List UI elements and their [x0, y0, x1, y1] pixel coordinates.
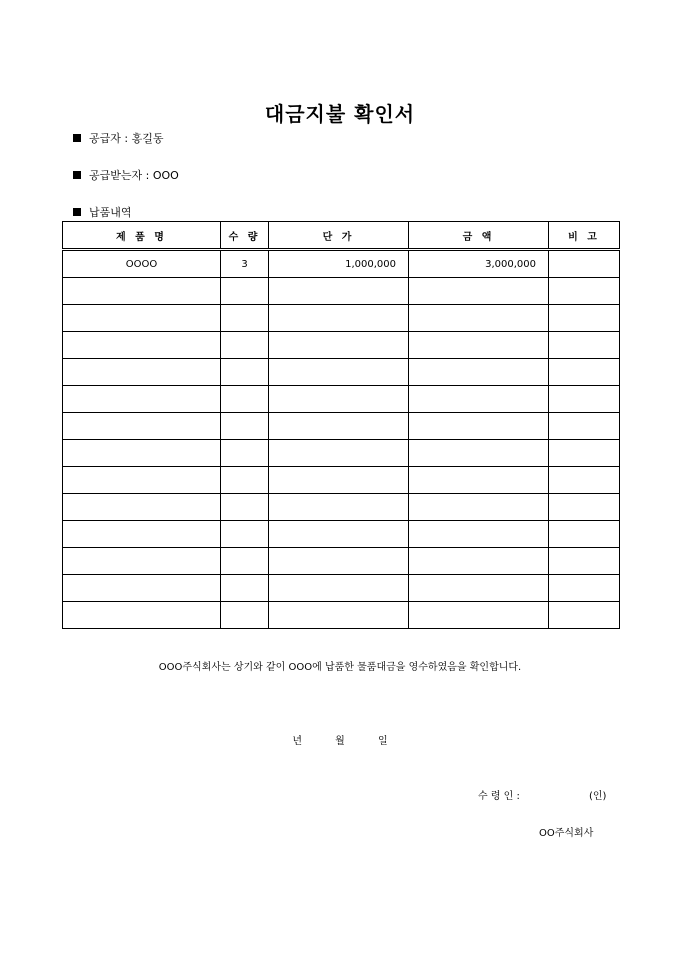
cell-amount	[409, 278, 549, 305]
section-heading	[73, 204, 132, 220]
cell-remarks	[549, 413, 620, 440]
table-row	[63, 250, 620, 278]
cell-quantity	[221, 602, 269, 629]
company-name: OO주식회사	[539, 828, 594, 839]
cell-remarks	[549, 250, 620, 278]
header-amount: 금 액	[409, 222, 549, 250]
cell-quantity	[221, 575, 269, 602]
cell-unit-price	[269, 494, 409, 521]
cell-quantity	[221, 359, 269, 386]
header-unit-price: 단 가	[269, 222, 409, 250]
bullet-square-icon	[73, 208, 81, 216]
cell-unit-price	[269, 278, 409, 305]
cell-amount	[409, 575, 549, 602]
cell-unit-price	[269, 386, 409, 413]
cell-amount	[409, 467, 549, 494]
table-row	[63, 305, 620, 332]
cell-amount	[409, 494, 549, 521]
cell-product-name	[63, 332, 221, 359]
recipient-label: 수 령 인 :	[478, 791, 520, 802]
cell-remarks	[549, 548, 620, 575]
cell-unit-price	[269, 467, 409, 494]
table-row	[63, 440, 620, 467]
table-row	[63, 548, 620, 575]
cell-remarks	[549, 332, 620, 359]
seal-label: (인)	[589, 791, 607, 802]
cell-quantity	[221, 332, 269, 359]
cell-quantity	[221, 521, 269, 548]
cell-quantity	[221, 386, 269, 413]
table-row	[63, 602, 620, 629]
receiver-line	[73, 167, 179, 183]
cell-product-name	[63, 521, 221, 548]
table-row	[63, 575, 620, 602]
table-row	[63, 494, 620, 521]
cell-amount	[409, 521, 549, 548]
cell-quantity	[221, 440, 269, 467]
cell-product-name	[63, 548, 221, 575]
header-remarks: 비 고	[549, 222, 620, 250]
cell-remarks	[549, 521, 620, 548]
cell-remarks	[549, 278, 620, 305]
bullet-square-icon	[73, 134, 81, 142]
cell-unit-price	[269, 305, 409, 332]
cell-product-name	[63, 602, 221, 629]
cell-unit-price	[269, 413, 409, 440]
cell-remarks	[549, 467, 620, 494]
table-row	[63, 467, 620, 494]
cell-remarks	[549, 359, 620, 386]
table-row	[63, 521, 620, 548]
delivery-table	[62, 221, 620, 629]
cell-amount	[409, 602, 549, 629]
cell-amount	[409, 413, 549, 440]
cell-product-name	[63, 305, 221, 332]
cell-remarks	[549, 575, 620, 602]
date-line: 년 월 일	[292, 736, 388, 747]
cell-unit-price	[269, 548, 409, 575]
cell-product-name: OOOO	[63, 250, 221, 278]
cell-amount	[409, 386, 549, 413]
cell-amount	[409, 359, 549, 386]
cell-quantity	[221, 467, 269, 494]
table-row	[63, 332, 620, 359]
cell-remarks	[549, 602, 620, 629]
cell-unit-price	[269, 602, 409, 629]
cell-product-name	[63, 359, 221, 386]
bullet-square-icon	[73, 171, 81, 179]
cell-unit-price	[269, 521, 409, 548]
document-title: 대금지불 확인서	[264, 102, 416, 126]
cell-product-name	[63, 494, 221, 521]
cell-product-name	[63, 440, 221, 467]
confirmation-statement: OOO주식회사는 상기와 같이 OOO에 납품한 물품대금을 영수하였음을 확인합니다.	[158, 662, 522, 673]
supplier-line	[73, 130, 163, 146]
cell-amount: 3,000,000	[409, 250, 549, 278]
cell-quantity	[221, 494, 269, 521]
cell-unit-price	[269, 359, 409, 386]
receiver-text: 공급받는자 : OOO	[89, 169, 179, 182]
cell-amount	[409, 332, 549, 359]
cell-product-name	[63, 386, 221, 413]
supplier-text: 공급자 : 홍길동	[89, 132, 164, 145]
cell-unit-price	[269, 575, 409, 602]
cell-quantity: 3	[221, 250, 269, 278]
cell-product-name	[63, 575, 221, 602]
cell-amount	[409, 440, 549, 467]
table-row	[63, 359, 620, 386]
cell-unit-price	[269, 440, 409, 467]
cell-quantity	[221, 413, 269, 440]
table-row	[63, 413, 620, 440]
section-text: 납품내역	[89, 206, 132, 219]
cell-product-name	[63, 467, 221, 494]
cell-remarks	[549, 440, 620, 467]
cell-quantity	[221, 278, 269, 305]
table-row	[63, 386, 620, 413]
cell-product-name	[63, 413, 221, 440]
header-quantity: 수 량	[221, 222, 269, 250]
header-product-name: 제 품 명	[63, 222, 221, 250]
cell-unit-price: 1,000,000	[269, 250, 409, 278]
cell-remarks	[549, 494, 620, 521]
cell-quantity	[221, 548, 269, 575]
table-header-row	[63, 222, 620, 250]
cell-product-name	[63, 278, 221, 305]
cell-remarks	[549, 305, 620, 332]
cell-amount	[409, 305, 549, 332]
cell-remarks	[549, 386, 620, 413]
cell-unit-price	[269, 332, 409, 359]
cell-amount	[409, 548, 549, 575]
table-row	[63, 278, 620, 305]
cell-quantity	[221, 305, 269, 332]
table-body	[63, 250, 620, 629]
